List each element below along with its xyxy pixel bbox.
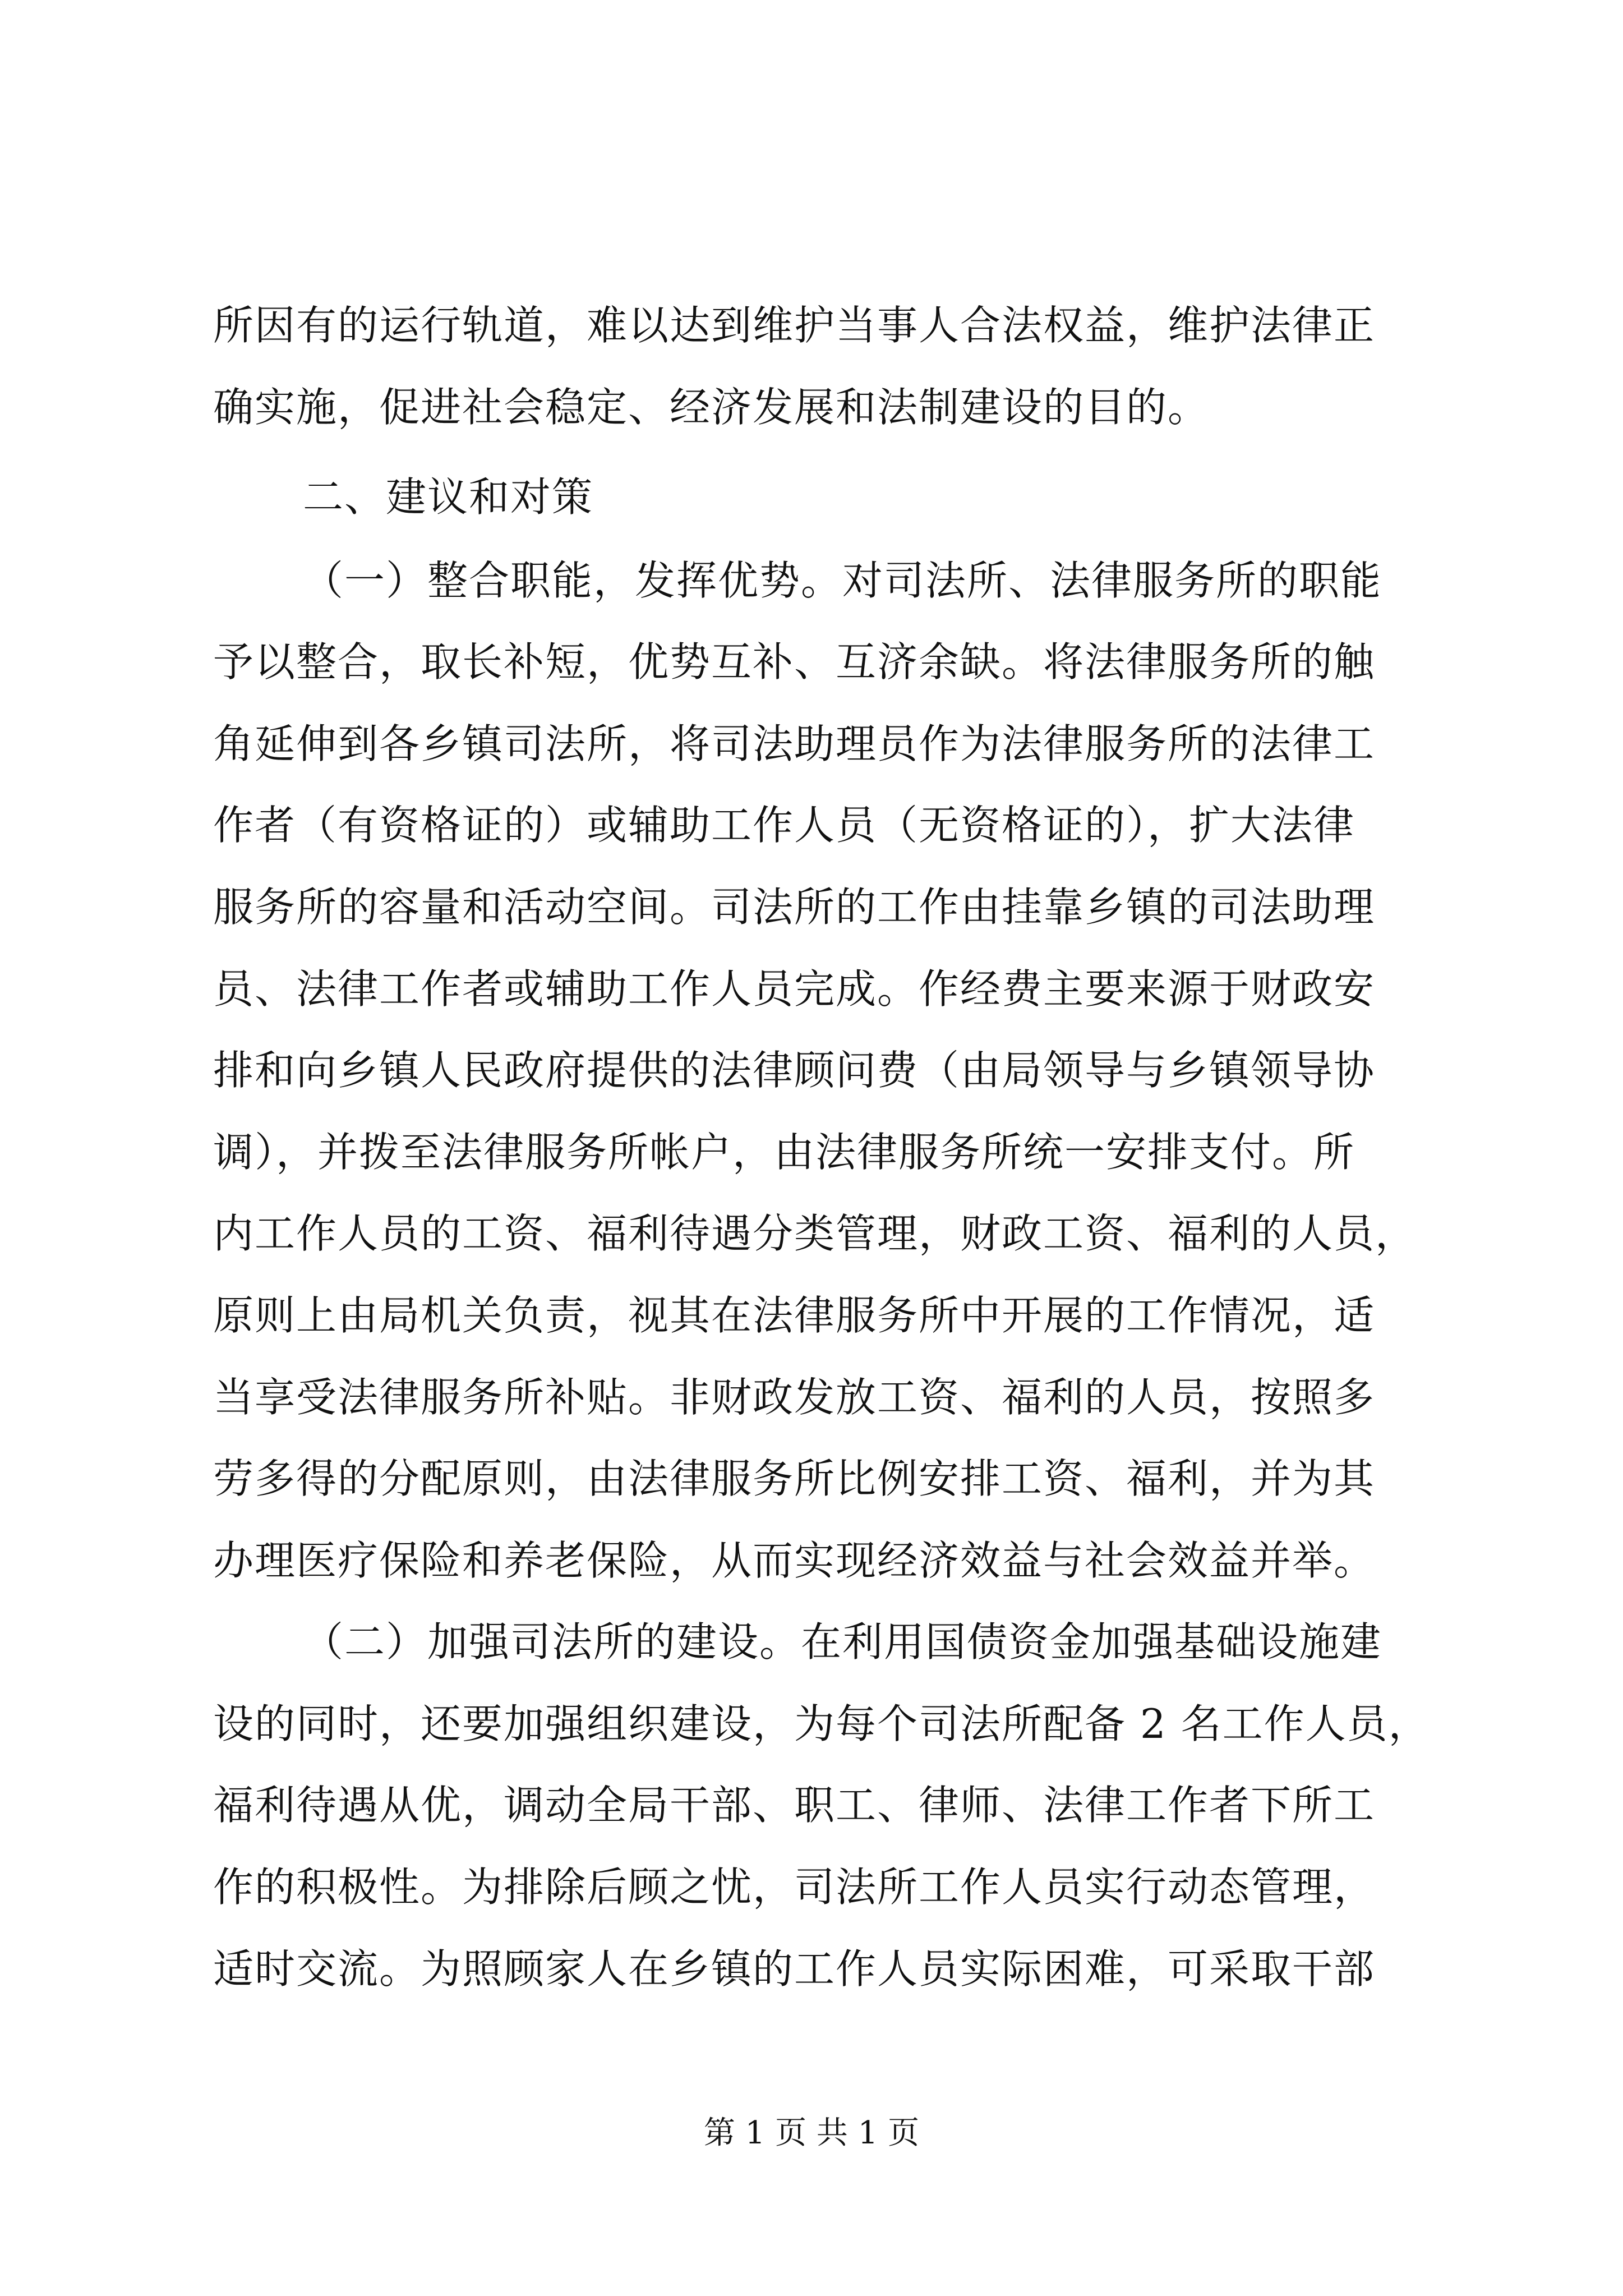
paragraph-line: 作者（有资格证的）或辅助工作人员（无资格证的），扩大法律 [213, 802, 1355, 849]
paragraph-line: 调），并拨至法律服务所帐户，由法律服务所统一安排支付。所 [213, 1129, 1355, 1176]
paragraph-line: 设的同时，还要加强组织建设，为每个司法所配备 2 名工作人员， [213, 1700, 1430, 1747]
paragraph-line: 确实施，促进社会稳定、经济发展和法制建设的目的。 [213, 384, 1210, 431]
paragraph-line: 所因有的运行轨道，难以达到维护当事人合法权益，维护法律正 [213, 302, 1376, 349]
paragraph-line: （一）整合职能，发挥优势。对司法所、法律服务所的职能 [303, 557, 1382, 604]
paragraph-line: （二）加强司法所的建设。在利用国债资金加强基础设施建 [303, 1618, 1382, 1665]
paragraph-line: 劳多得的分配原则，由法律服务所比例安排工资、福利，并为其 [213, 1455, 1376, 1502]
paragraph-line: 排和向乡镇人民政府提供的法律顾问费（由局领导与乡镇领导协 [213, 1047, 1376, 1094]
page-number-footer: 第 1 页 共 1 页 [703, 2115, 920, 2151]
paragraph-line: 角延伸到各乡镇司法所，将司法助理员作为法律服务所的法律工 [213, 720, 1376, 767]
paragraph-line: 内工作人员的工资、福利待遇分类管理，财政工资、福利的人员， [213, 1210, 1417, 1257]
paragraph-line: 予以整合，取长补短，优势互补、互济余缺。将法律服务所的触 [213, 638, 1376, 685]
paragraph-line: 适时交流。为照顾家人在乡镇的工作人员实际困难，可采取干部 [213, 1945, 1376, 1993]
paragraph-line: 福利待遇从优，调动全局干部、职工、律师、法律工作者下所工 [213, 1782, 1376, 1829]
paragraph-line: 当享受法律服务所补贴。非财政发放工资、福利的人员，按照多 [213, 1374, 1376, 1421]
section-heading: 二、建议和对策 [303, 473, 594, 521]
paragraph-line: 原则上由局机关负责，视其在法律服务所中开展的工作情况，适 [213, 1292, 1376, 1339]
paragraph-line: 作的积极性。为排除后顾之忧，司法所工作人员实行动态管理， [213, 1864, 1376, 1911]
paragraph-line: 办理医疗保险和养老保险，从而实现经济效益与社会效益并举。 [213, 1537, 1376, 1584]
paragraph-line: 服务所的容量和活动空间。司法所的工作由挂靠乡镇的司法助理 [213, 884, 1376, 931]
paragraph-line: 员、法律工作者或辅助工作人员完成。作经费主要来源于财政安 [213, 965, 1376, 1013]
